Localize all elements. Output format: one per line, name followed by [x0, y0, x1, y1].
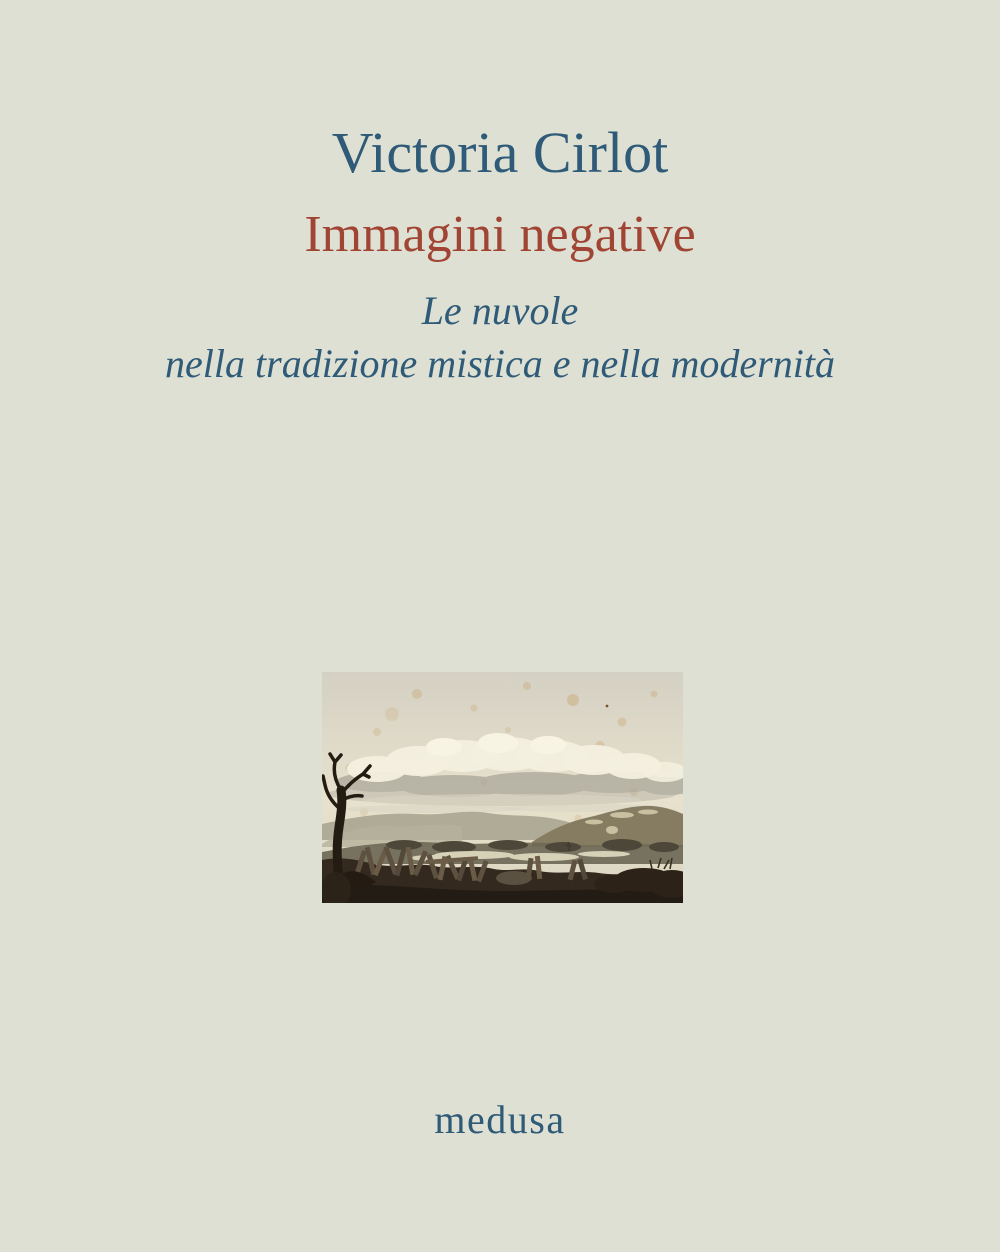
painting-dark-fleck	[606, 705, 609, 708]
author-name: Victoria Cirlot	[331, 120, 669, 185]
cover-painting-landscape	[322, 672, 683, 903]
book-subtitle-line-2: nella tradizione mistica e nella modernità	[165, 341, 835, 386]
publisher-logo-text: medusa	[434, 1097, 566, 1142]
book-subtitle-line-1: Le nuvole	[421, 288, 579, 333]
book-title: Immagini negative	[304, 206, 696, 263]
painting-cloud-wisps	[342, 794, 662, 813]
